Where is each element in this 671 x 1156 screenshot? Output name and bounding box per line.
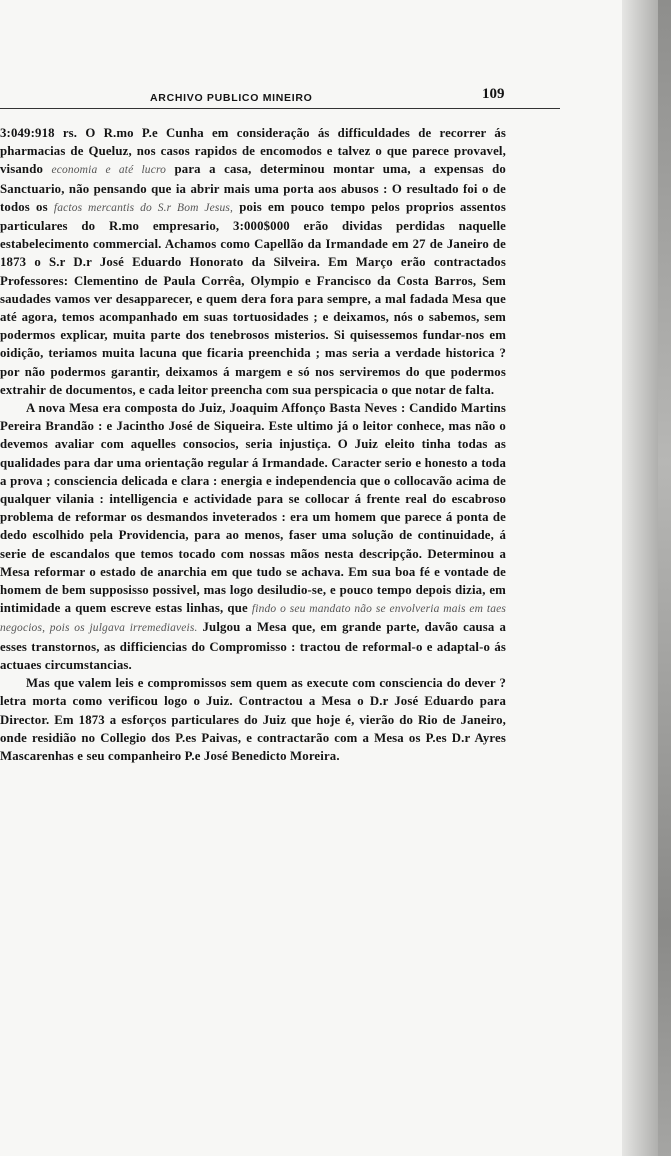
paragraph bbox=[0, 399, 506, 674]
book-gutter bbox=[622, 0, 671, 1156]
italic-phrase: findo o seu mandato não se envolveria mais em taes negocios, pois os julgava irremediaveis. bbox=[0, 603, 506, 635]
text-run: pois em pouco tempo pelos proprios assentos particulares do R.mo empresario, 3:000$000 erão dividas perdidas naquelle estabelecimento commercial. Achamos como Capellão da Irmandade em 27 de Janeiro de 1873 o S.r D.r José Eduardo Honorato da Silveira. Em Março erão contractados Professores: Clementino de Paula Corrêa, Olympio e Francisco da Costa Barros, Sem saudades vamos ver desapparecer, e quem dera fora para sempre, a mal fadada Mesa que até agora, temos acompanhado em suas tortuosidades ; e deixamos, nós o sabemos, sem podermos explicar, muita parte dos tenebrosos misterios. Si quisessemos fundar-nos em oidição, teriamos muita lacuna que ficaria preenchida ; mas seria a verdade historica ? por não podermos garantir, deixamos á margem e só nos serviremos do que podermos extrahir de documentos, e cada leitor preencha com sua perspicacia o que notar de falta. bbox=[0, 199, 506, 397]
page-number: 109 bbox=[482, 86, 505, 102]
italic-phrase: economia e até lucro bbox=[51, 164, 167, 177]
page-header bbox=[0, 84, 560, 108]
running-title: ARCHIVO PUBLICO MINEIRO bbox=[150, 92, 313, 104]
text-run: A nova Mesa era composta do Juiz, Joaquim Affonço Basta Neves : Candido Martins Pereira Brandão : e Jacintho José de Siqueira. Este ultimo já o leitor conhece, mas não o devemos avaliar com aquelles consocios, seria injustiça. O Juiz eleito tinha todas as qualidades para dar uma orientação regular á Irmandade. Caracter serio e honesto a toda a prova ; consciencia delicada e clara : energia e independencia que o collocavão acima de qualquer vilania : intelligencia e actividade para se collocar á frente real do escabroso problema de reformar os desmandos inveterados : era um homem que parece á ponta de dedo escolhido pela Providencia, para ao menos, faser uma solução de continuidade, á serie de escandalos que temos tocado com nossas mãos nesta descripção. Determinou a Mesa reformar o estado de anarchia em que tudo se achava. Em sua boa fé e vontade de homem de bem supposisso possivel, mas logo desiludio-se, e pouco tempo depois dizia, em intimidade a quem escreve estas linhas, que bbox=[0, 401, 506, 616]
paragraph bbox=[0, 674, 506, 765]
text-run: para a casa, determinou montar uma, a expensas do Sanctuario, não pensando que ia abrir mais uma porta aos abusos : O resultado foi o de todos os bbox=[0, 162, 506, 214]
text-run: Julgou a Mesa que, em grande parte, davão causa a esses transtornos, as difficiencias do Compromisso : tractou de reformal-o e adaptal-o ás actuaes circumstancias. bbox=[0, 620, 506, 672]
text-run: 3:049:918 rs. O R.mo P.e Cunha em consideração ás difficuldades de recorrer ás pharmacias de Queluz, nos casos rapidos de encomodos e talvez o que parece provavel, visando bbox=[0, 126, 506, 177]
body-text bbox=[0, 124, 506, 765]
header-rule bbox=[0, 108, 560, 109]
italic-phrase: factos mercantis do S.r Bom Jesus, bbox=[53, 201, 234, 214]
page-edge-shadow bbox=[658, 0, 671, 1156]
paragraph bbox=[0, 124, 506, 399]
text-run: Mas que valem leis e compromissos sem quem as execute com consciencia do dever ? letra morta como verificou logo o Juiz. Contractou a Mesa o D.r José Eduardo para Director. Em 1873 a esforços particulares do Juiz que hoje é, vierão do Rio de Janeiro, onde residião no Collegio dos P.es Paivas, e contractarão com a Mesa os P.es D.r Ayres Mascarenhas e seu companheiro P.e José Benedicto Moreira. bbox=[0, 676, 506, 763]
